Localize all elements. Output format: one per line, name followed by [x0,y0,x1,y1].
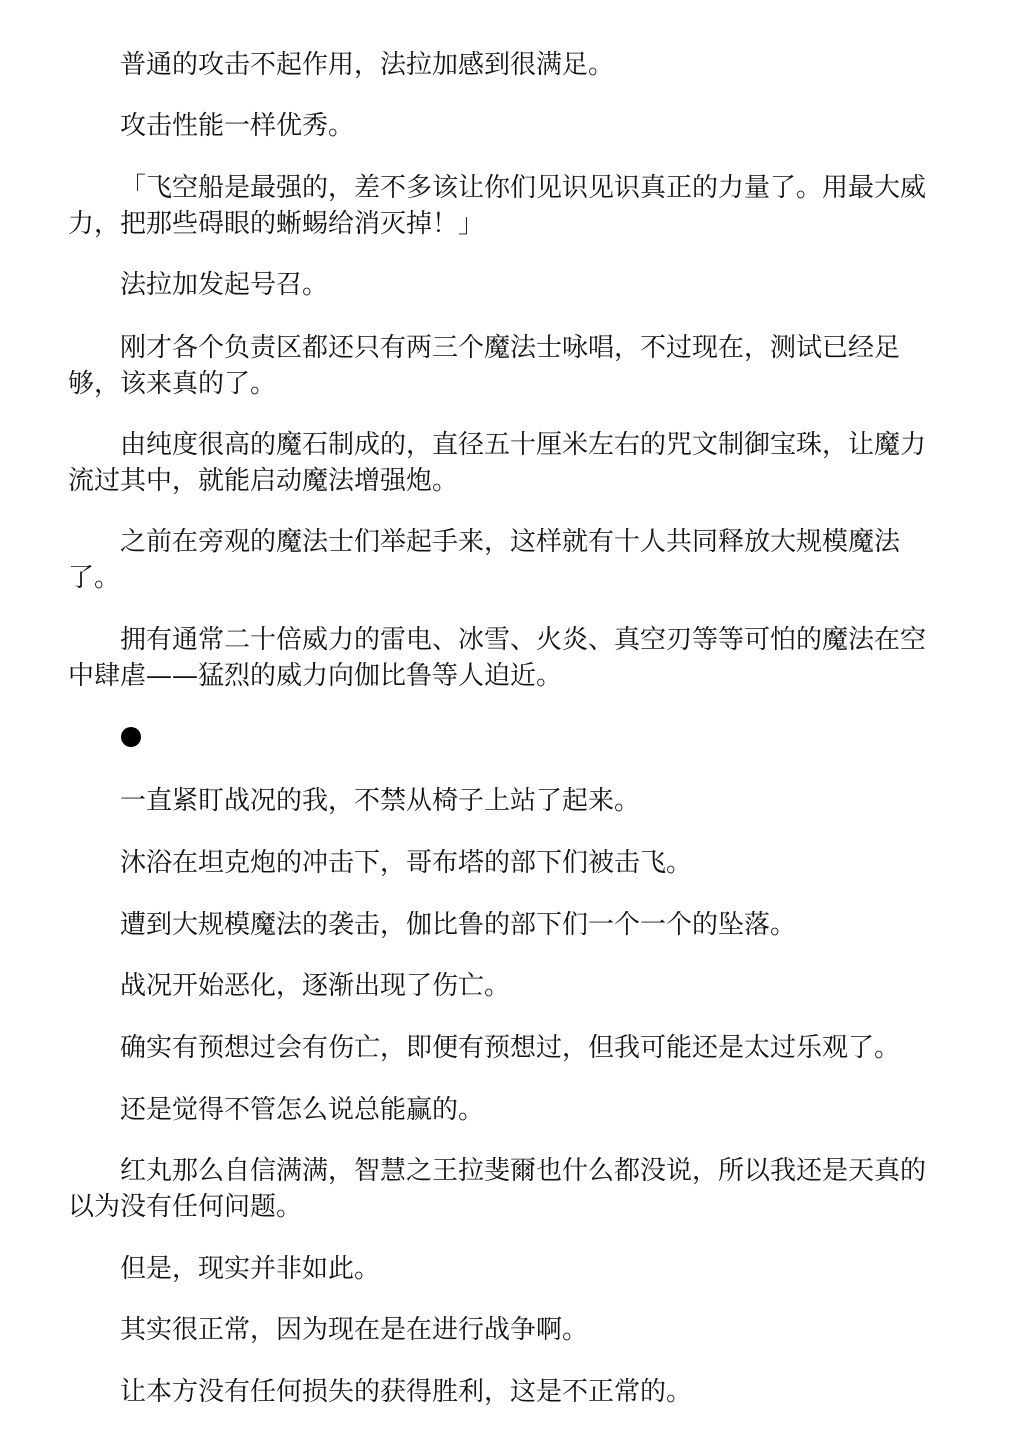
document-page [68,0,933,1410]
paragraph-2: 攻击性能一样优秀。 [120,111,355,141]
paragraph-15: 红丸那么自信满满，智慧之王拉斐爾也什么都没说，所以我还是天真的以为没有任何问题。 [68,1156,927,1222]
paragraph-12: 战况开始恶化，逐渐出现了伤亡。 [120,971,511,1001]
paragraph-14: 还是觉得不管怎么说总能赢的。 [120,1095,485,1125]
paragraph-17: 其实很正常，因为现在是在进行战争啊。 [120,1315,589,1345]
paragraph-13: 确实有预想过会有伤亡，即便有预想过，但我可能还是太过乐观了。 [120,1033,901,1063]
paragraph-8: 拥有通常二十倍威力的雷电、冰雪、火炎、真空刃等等可怕的魔法在空中肆虐——猛烈的威力向伽比鲁等人迫近。 [68,625,927,691]
paragraph-11: 遭到大规模魔法的袭击，伽比鲁的部下们一个一个的坠落。 [120,910,797,940]
paragraph-1: 普通的攻击不起作用，法拉加感到很满足。 [120,50,615,80]
paragraph-5: 刚才各个负责区都还只有两三个魔法士咏唱，不过现在，测试已经足够，该来真的了。 [68,333,901,399]
paragraph-18: 让本方没有任何损失的获得胜利，这是不正常的。 [120,1377,693,1407]
paragraph-9: 一直紧盯战况的我，不禁从椅子上站了起来。 [120,786,641,816]
paragraph-7: 之前在旁观的魔法士们举起手来，这样就有十人共同释放大规模魔法了。 [68,527,901,593]
paragraph-3-dialogue: 「飞空船是最强的，差不多该让你们见识见识真正的力量了。用最大威力，把那些碍眼的蜥蜴给消灭掉！」 [68,173,927,239]
paragraph-4: 法拉加发起号召。 [120,270,329,300]
filled-circle-icon [121,727,141,747]
paragraph-16: 但是，现实并非如此。 [120,1254,381,1284]
paragraph-10: 沐浴在坦克炮的冲击下，哥布塔的部下们被击飞。 [120,848,693,878]
paragraph-6: 由纯度很高的魔石制成的，直径五十厘米左右的咒文制御宝珠，让魔力流过其中，就能启动魔法增强炮。 [68,430,927,496]
section-break [68,721,933,757]
